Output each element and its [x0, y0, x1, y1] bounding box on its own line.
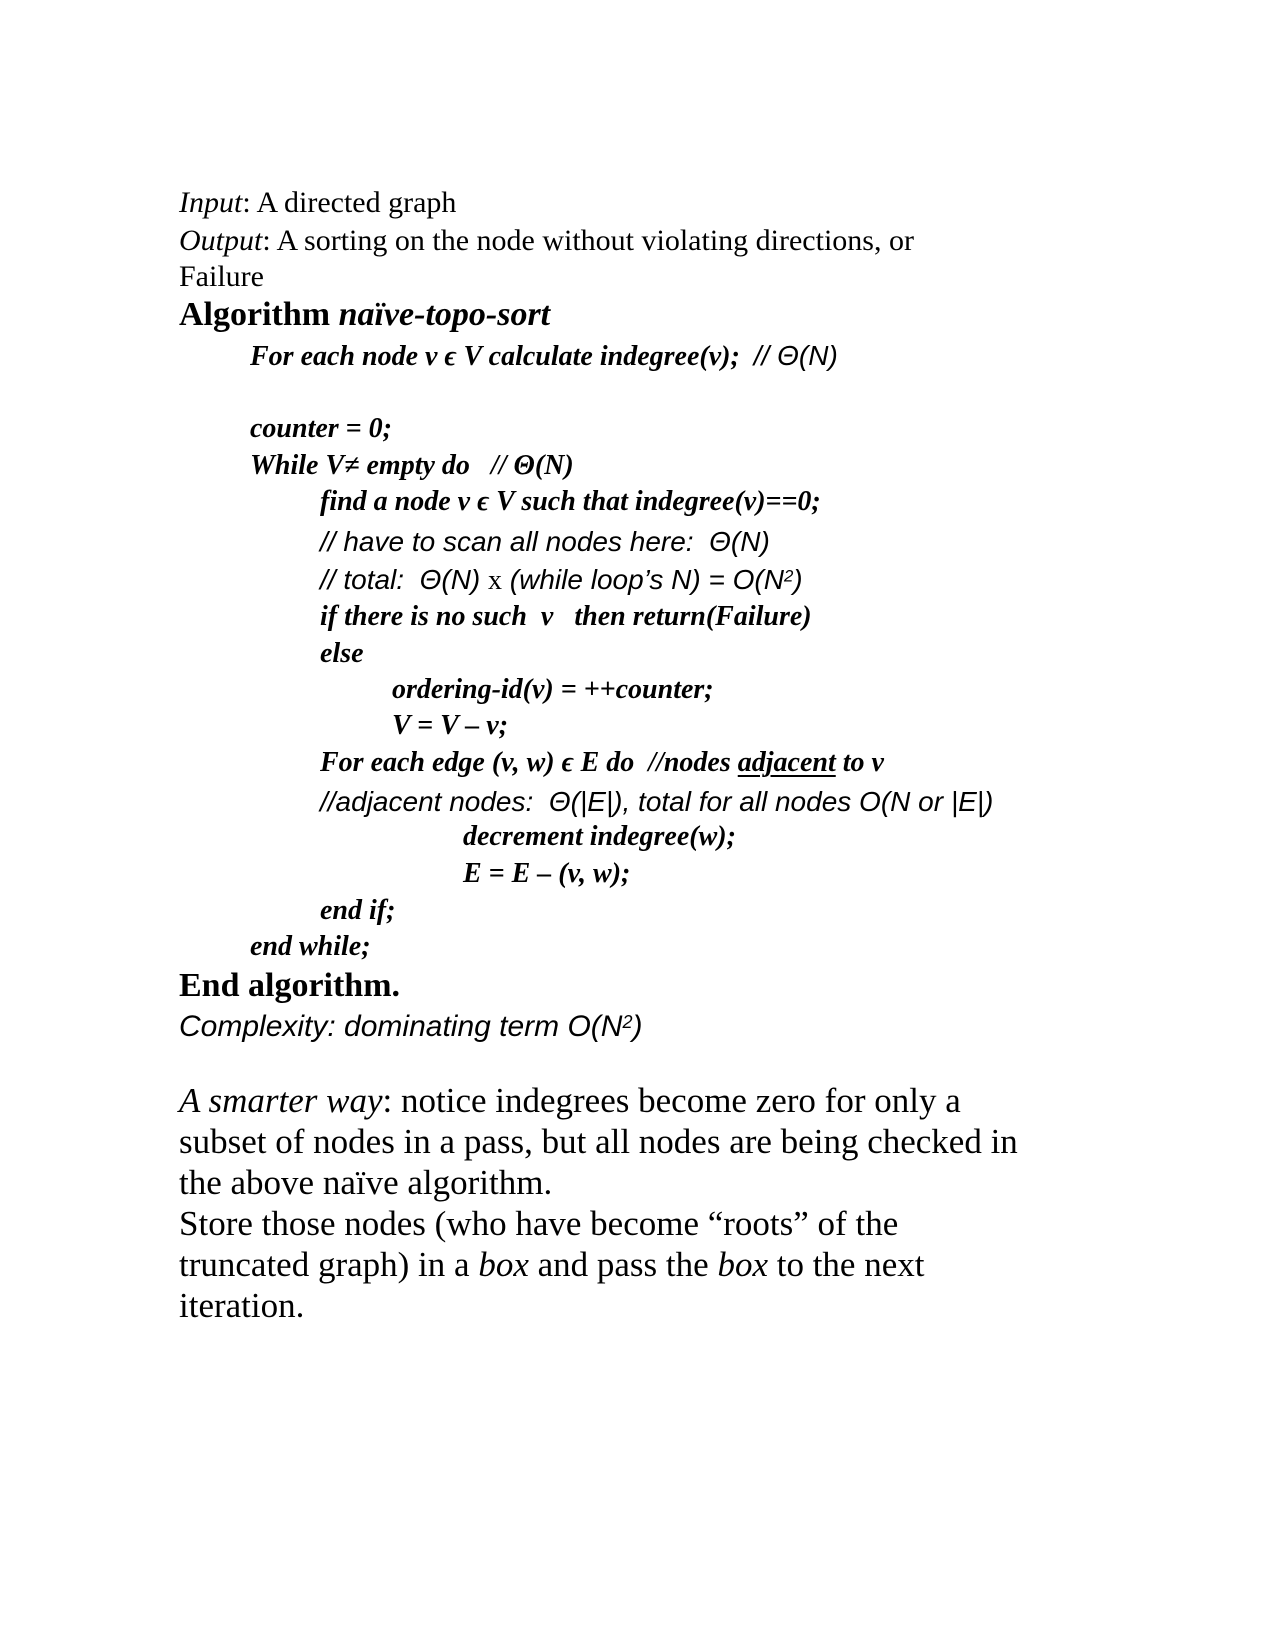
code-comment-adjacent: //adjacent nodes: Θ(|E|), total for all nodes O(N or |E|): [320, 786, 994, 817]
code-line-decrement: decrement indegree(w);: [463, 821, 736, 852]
algorithm-keyword: Algorithm: [179, 296, 339, 333]
store-nodes-line-3: iteration.: [179, 1286, 305, 1325]
code-line-find-node: find a node v ϵ V such that indegree(v)==0;: [320, 486, 821, 517]
code-line-remove-v: V = V – v;: [392, 710, 509, 741]
adjacent-underlined: adjacent: [737, 747, 836, 778]
code-line-counter: counter = 0;: [250, 413, 392, 444]
code-text: For each node v ϵ V calculate indegree(v);: [250, 341, 754, 372]
exponent: 2: [783, 566, 794, 586]
box-term: box: [717, 1245, 768, 1284]
store-nodes-line-1: Store those nodes (who have become “roots” of the: [179, 1204, 899, 1243]
code-text: While V≠ empty do: [250, 450, 491, 481]
output-continuation: Failure: [179, 260, 264, 293]
store-nodes-line-2: truncated graph) in a box and pass the box to the next: [179, 1245, 925, 1284]
end-algorithm-heading: End algorithm.: [179, 967, 401, 1004]
exponent: 2: [622, 1011, 633, 1032]
code-comment-total: [320, 566, 803, 595]
algorithm-name: naïve-topo-sort: [338, 296, 551, 333]
code-comment: (while loop’s $N) = O(N^2)$: [502, 564, 803, 595]
code-comment: // Θ(N): [753, 340, 838, 371]
code-line-end-while: end while;: [250, 931, 371, 962]
input-line: [179, 188, 456, 218]
code-line-while: [250, 452, 574, 480]
box-term: box: [478, 1245, 529, 1284]
input-text: : A directed graph: [242, 186, 457, 219]
times-symbol: x: [488, 565, 503, 596]
smarter-way-line-2: subset of nodes in a pass, but all nodes are being checked in: [179, 1122, 1018, 1161]
code-comment: // total: Θ(N): [320, 564, 489, 595]
code-line-end-if: end if;: [320, 895, 396, 926]
algorithm-heading: [179, 298, 550, 332]
code-line-for-each-edge: For each edge (v, w) ϵ E do //nodes adjacent to v: [320, 747, 884, 778]
output-line: [179, 226, 914, 256]
code-line-if-failure: if there is no such v then return(Failure): [320, 601, 812, 632]
output-text: : A sorting on the node without violating directions, or: [262, 224, 914, 257]
smarter-way-label: A smarter way: [179, 1081, 383, 1120]
code-line-ordering-id: ordering-id(v) = ++counter;: [392, 674, 714, 705]
smarter-way-line-1: A smarter way: notice indegrees become zero for only a: [179, 1081, 961, 1120]
code-comment-scan: // have to scan all nodes here: Θ(N): [320, 526, 770, 557]
code-line-remove-edge: E = E – (v, w);: [463, 858, 631, 889]
code-line-else: else: [320, 638, 364, 669]
input-label: Input: [179, 186, 243, 219]
code-comment: // Θ(N): [490, 450, 574, 481]
output-label: Output: [179, 224, 263, 257]
smarter-way-line-3: the above naïve algorithm.: [179, 1163, 553, 1202]
complexity-line: Complexity: dominating term $O(N^2)$: [179, 1010, 643, 1043]
code-line-indegree: [250, 342, 838, 371]
